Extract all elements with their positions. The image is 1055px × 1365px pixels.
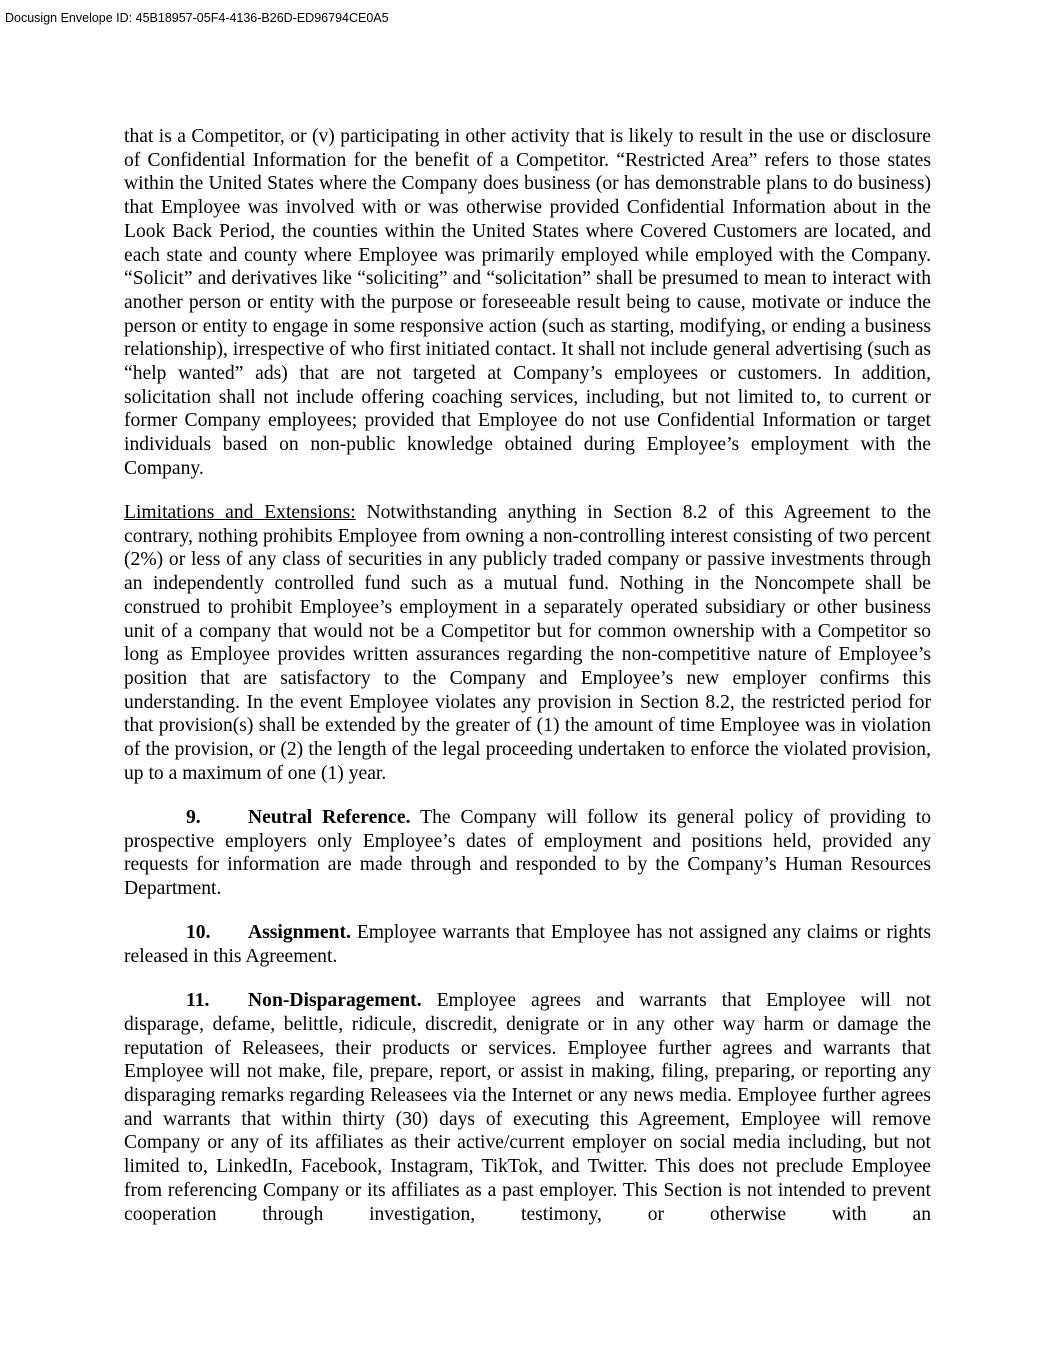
restricted-area-paragraph: that is a Competitor, or (v) participating in other activity that is likely to result in the use or disclosure of Confidential Information for the benefit of a Competitor. “Restricted Area” refers to those states within the United States where the Company does business (or has demonstrable plans to do business) that Employee was involved with or was otherwise provided Confidential Information about in the Look Back Period, the counties within the United States where Covered Customers are located, and each state and county where Employee was primarily employed while employed with the Company. “Solicit” and derivatives like “soliciting” and “solicitation” shall be presumed to mean to interact with another person or entity with the purpose or foreseeable result being to cause, motivate or induce the person or entity to engage in some responsive action (such as starting, modifying, or ending a business relationship), irrespective of who first initiated contact. It shall not include general advertising (such as “help wanted” ads) that are not targeted at Company’s employees or customers. In addition, solicitation shall not include offering coaching services, including, but not limited to, to current or former Company employees; provided that Employee do not use Confidential Information or target individuals based on non-public knowledge obtained during Employee’s employment with the Company. <box>124 126 931 479</box>
section-title: Assignment. <box>248 922 351 944</box>
section-body: The Company will follow its general policy of providing to prospective employers only Employee’s dates of employment and positions held, provided any requests for information are made through and responded to by the Company’s Human Resources Department. <box>124 806 931 900</box>
section-body: Employee agrees and warrants that Employee will not disparage, defame, belittle, ridicule, discredit, denigrate or in any other way harm or damage the reputation of Releasees, their products or services. Employee further agrees and warrants that Employee will not make, file, prepare, report, or assist in making, filing, preparing, or reporting any disparaging remarks regarding Releasees via the Internet or any news media. Employee further agrees and warrants that within thirty (30) days of executing this Agreement, Employee will remove Company or any of its affiliates as their active/current employer on social media including, but not limited to, LinkedIn, Facebook, Instagram, TikTok, and Twitter. This does not preclude Employee from referencing Company or its affiliates as a past employer. This Section is not intended to prevent cooperation through investigation, testimony, or otherwise with an <box>124 990 931 1225</box>
section-number: 10. <box>186 922 211 944</box>
limitations-paragraph <box>124 501 931 785</box>
section-10-assignment <box>124 921 931 968</box>
section-body: Employee warrants that Employee has not assigned any claims or rights released in this Agreement. <box>124 922 931 967</box>
section-11-non-disparagement <box>124 989 931 1226</box>
limitations-body: Notwithstanding anything in Section 8.2 of this Agreement to the contrary, nothing prohibits Employee from owning a non-controlling interest consisting of two percent (2%) or less of any class of securities in any publicly traded company or passive investments through an independently controlled fund such as a mutual fund. Nothing in the Noncompete shall be construed to prohibit Employee’s employment in a separately operated subsidiary or other business unit of a company that would not be a Competitor but for common ownership with a Competitor so long as Employee provides written assurances regarding the non-competitive nature of Employee’s position that are satisfactory to the Company and Employee’s new employer confirms this understanding. In the event Employee violates any provision in Section 8.2, the restricted period for that provision(s) shall be extended by the greater of (1) the amount of time Employee was in violation of the provision, or (2) the length of the legal proceeding undertaken to enforce the violated provision, up to a maximum of one (1) year. <box>124 502 931 784</box>
section-number: 11. <box>186 990 210 1012</box>
section-number: 9. <box>186 806 201 828</box>
document-body <box>124 125 931 1247</box>
docusign-envelope-id: Docusign Envelope ID: 45B18957-05F4-4136-B26D-ED96794CE0A5 <box>5 11 389 25</box>
limitations-heading: Limitations and Extensions: <box>124 502 356 524</box>
section-9-neutral-reference <box>124 806 931 901</box>
section-title: Non-Disparagement. <box>248 990 422 1012</box>
section-title: Neutral Reference. <box>248 806 411 828</box>
